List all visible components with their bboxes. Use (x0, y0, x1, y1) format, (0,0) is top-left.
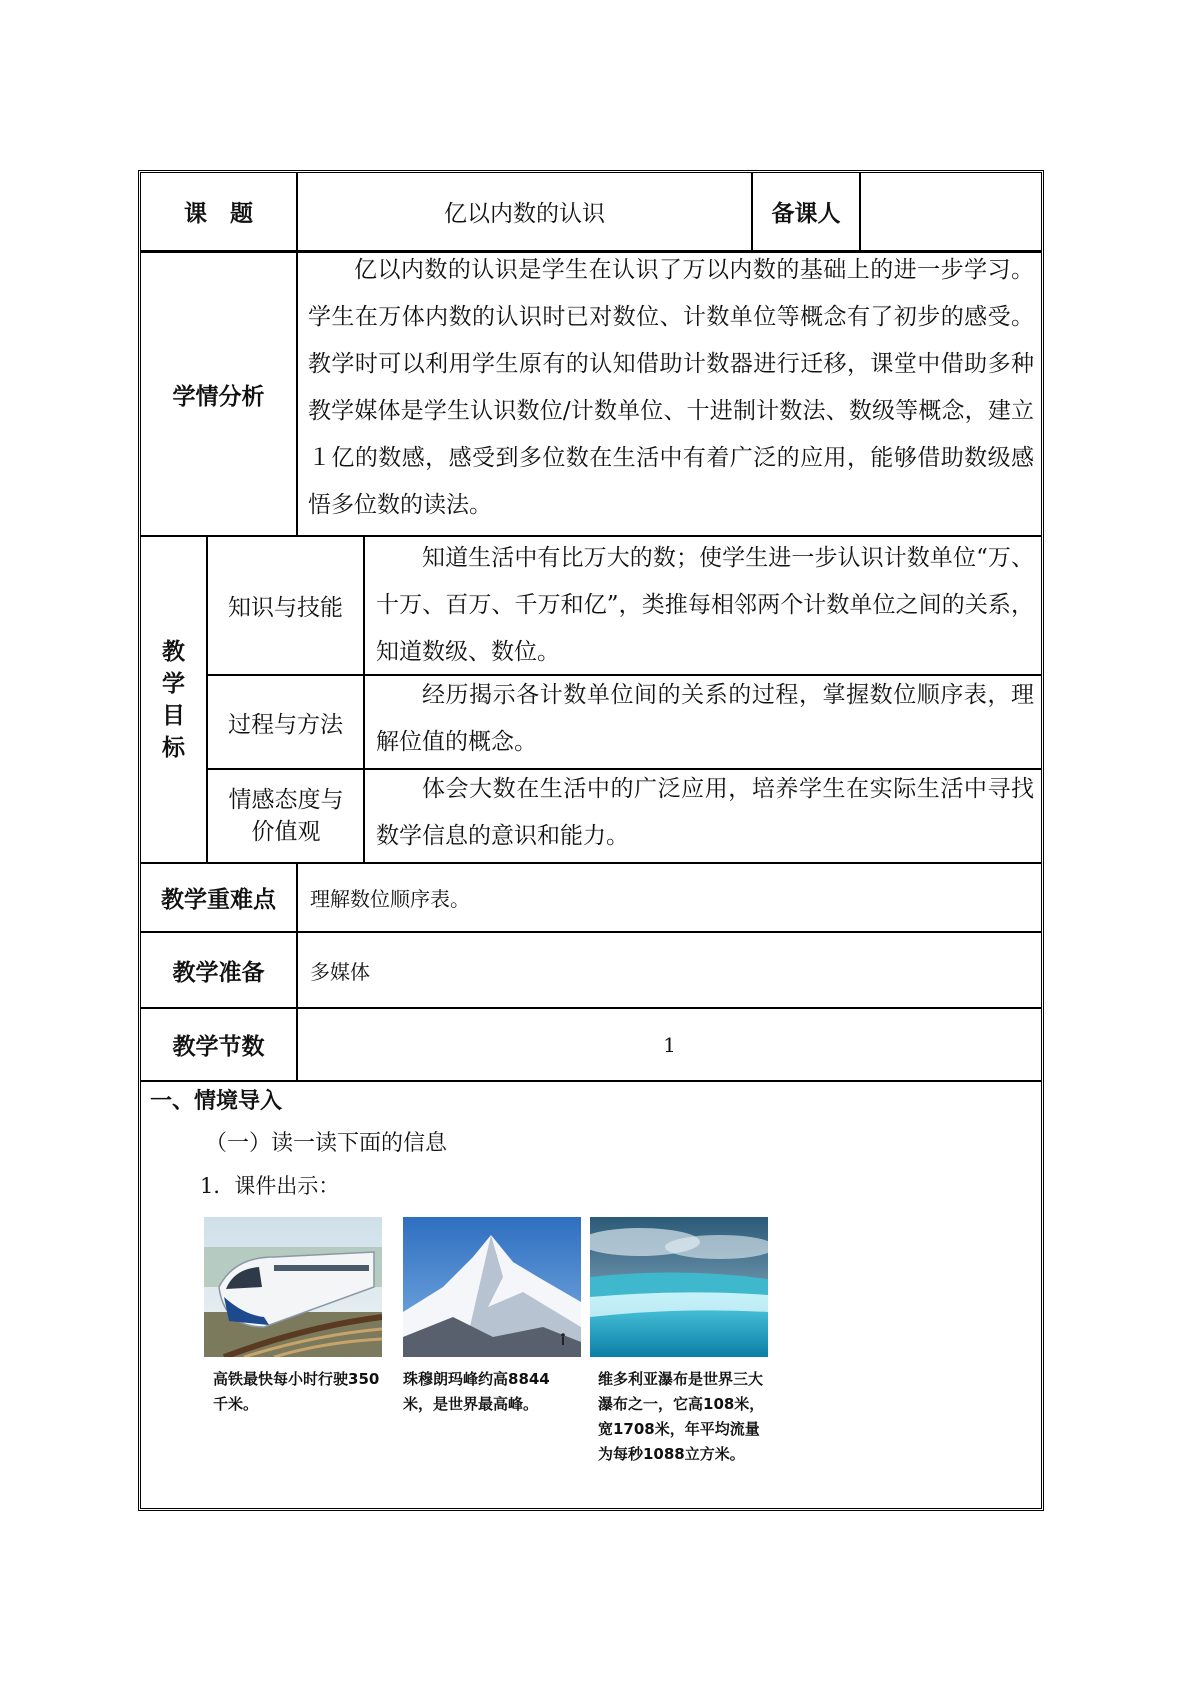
train-photo-icon (204, 1217, 382, 1357)
periods-label: 教学节数 (172, 1034, 265, 1060)
mountain-photo-icon (403, 1217, 581, 1357)
analysis-label: 学情分析 (172, 383, 265, 410)
mountain-caption: 珠穆朗玛峰约高8844米，是世界最高峰。 (403, 1370, 550, 1413)
goal-emotion-text: 体会大数在生活中的广泛应用，培养学生在实际生活中寻找数学信息的意识和能力。 (376, 776, 1034, 849)
goal-knowledge-label: 知识与技能 (228, 595, 343, 621)
train-caption: 高铁最快每小时行驶350千米。 (213, 1370, 380, 1413)
row-divider (141, 1080, 1041, 1082)
analysis-text: 亿以内数的认识是学生在认识了万以内数的基础上的进一步学习。学生在万体内数的认识时已对数位、计数单位等概念有了初步的感受。教学时可以利用学生原有的认知借助计数器进行迁移，课堂中借助多种教学媒体是学生认识数位/计数单位、十进制计数法、数级等概念，建立１亿的数感，感受到多位数在生活中有着广泛的应用，能够借助数级感悟多位数的读法。 (308, 257, 1034, 518)
col-divider (363, 535, 365, 862)
preparer-value (861, 173, 1041, 250)
preparation-label: 教学准备 (172, 959, 265, 986)
goal-process-label: 过程与方法 (228, 711, 343, 738)
goals-label: 教学目标 (162, 638, 185, 761)
preparer-label: 备课人 (771, 201, 841, 227)
section-heading: 一、情境导入 (150, 1089, 283, 1114)
waterfall-caption: 维多利亚瀑布是世界三大瀑布之一，它高108米，宽1708米，年平均流量为每秒1088立方米。 (598, 1370, 765, 1463)
waterfall-photo-icon (590, 1217, 768, 1357)
section-subheading: （一）读一读下面的信息 (205, 1131, 448, 1156)
goals-label-cell (141, 537, 206, 862)
goal-knowledge-text: 知道生活中有比万大的数；使学生进一步认识计数单位“万、十万、百万、千万和亿”，类推每相邻两个计数单位之间的关系，知道数级、数位。 (376, 545, 1034, 665)
goal-process-text: 经历揭示各计数单位间的关系的过程，掌握数位顺序表，理解位值的概念。 (376, 682, 1034, 755)
key-points-label: 教学重难点 (161, 887, 276, 913)
topic-value: 亿以内数的认识 (444, 201, 605, 227)
section-item: 1．课件出示： (200, 1174, 340, 1198)
preparation-value: 多媒体 (310, 959, 370, 984)
key-points-value: 理解数位顺序表。 (310, 887, 470, 911)
topic-label: 课 题 (184, 201, 253, 227)
periods-value: 1 (663, 1032, 676, 1057)
goal-emotion-label: 情感态度与价值观 (228, 787, 344, 845)
